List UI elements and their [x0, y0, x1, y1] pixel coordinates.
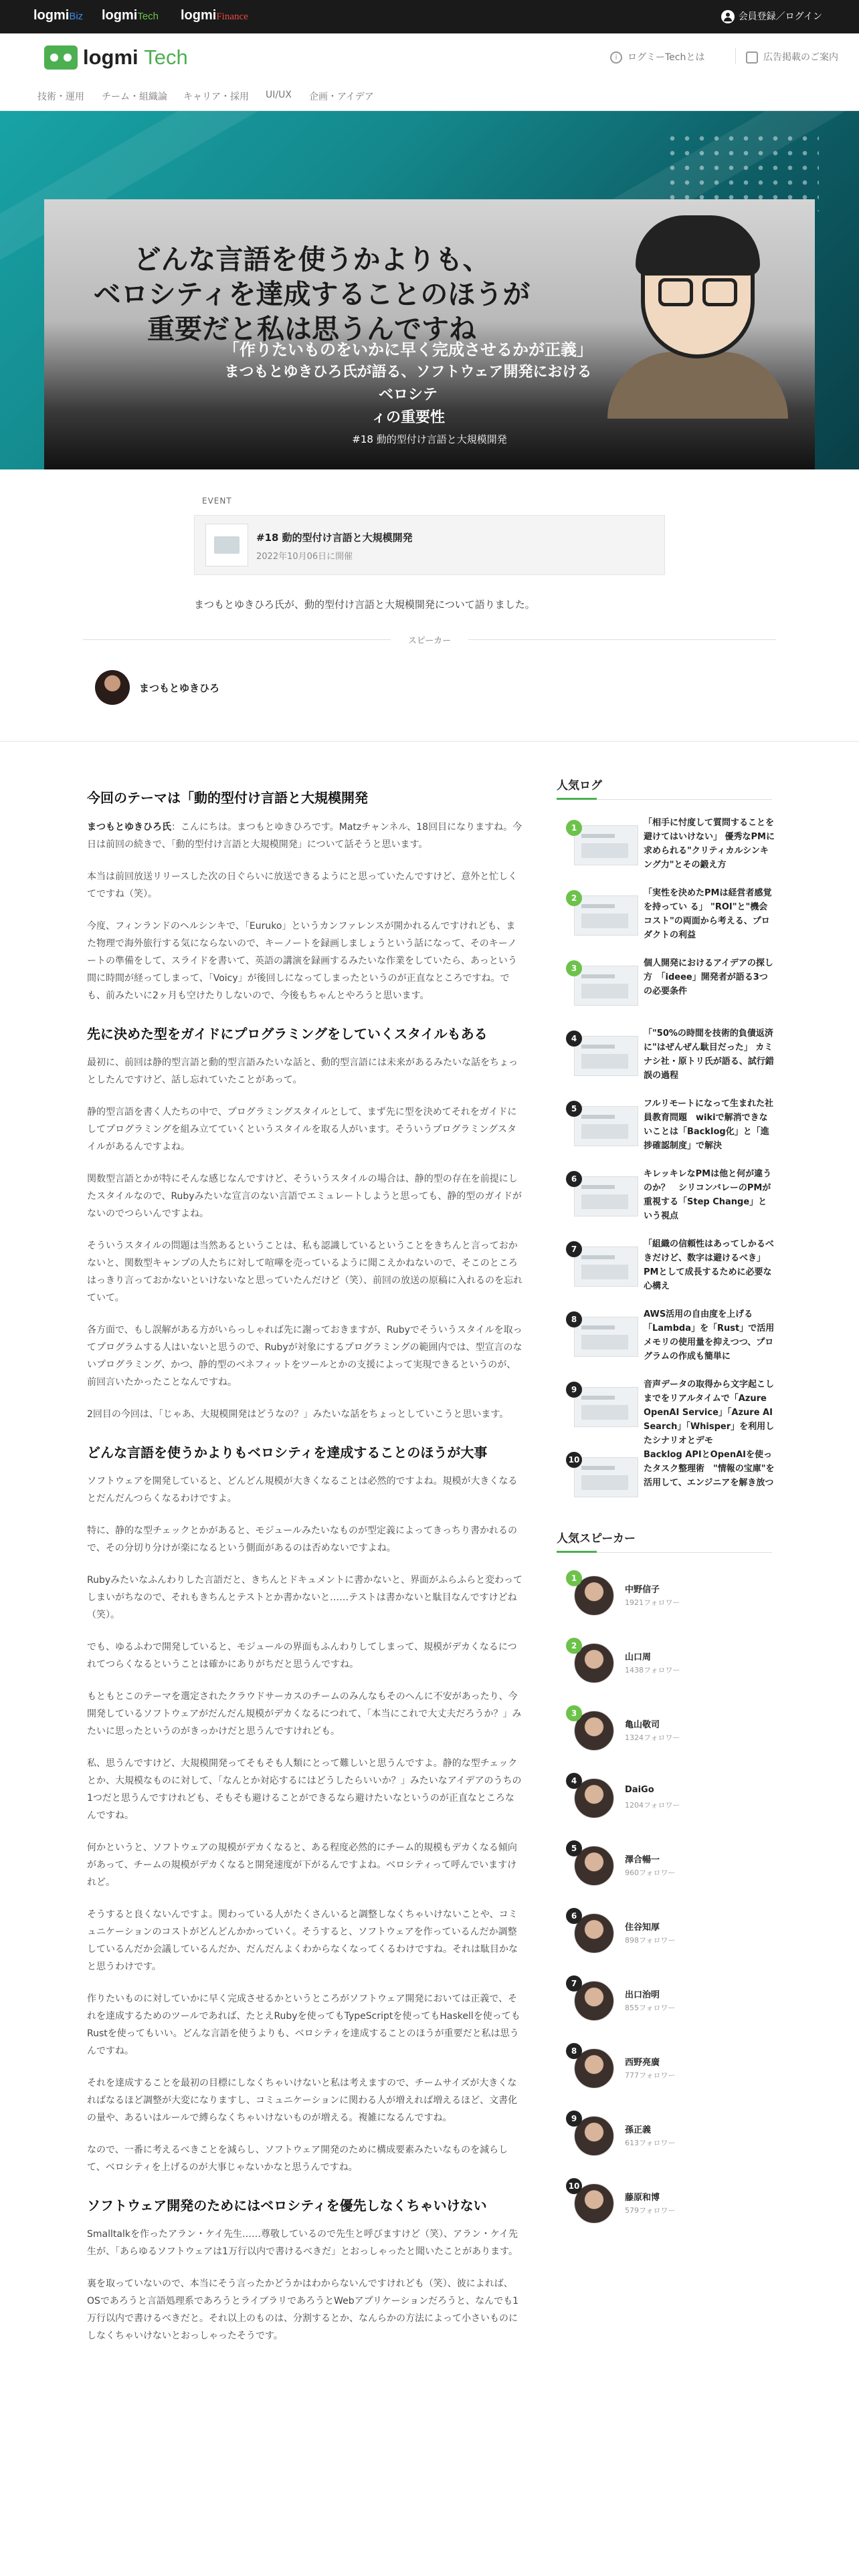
rank-number: 6: [566, 1908, 582, 1924]
article-title: 「作りたいものをいかに早く完成させるかが正義」 まつもとゆきひろ氏が語る、ソフトウェア開発におけるベロシテ ィの重要性: [223, 340, 593, 426]
site-header: logmi Tech i ログミーTechとは 広告掲載のご案内: [0, 33, 859, 80]
paragraph: 私、思うんですけど、大規模開発ってそもそも人類にとって難しいと思うんですよ。静的な型チェックとか、大規模なものに対して、「なんとか対応するにはどうしたらいいか？」みたいなアイデアのうちの1つだと思うんですけれども、そもそも避けることができるなら避けたいなというのが正直なところなんですね。: [87, 1758, 522, 1821]
speakers-title: 人気スピーカー: [557, 1529, 772, 1553]
nav-item-tech-ops[interactable]: 技術・運用: [37, 92, 84, 102]
member-login-link[interactable]: 会員登録／ログイン: [721, 9, 822, 23]
nav-item-career[interactable]: キャリア・採用: [183, 92, 249, 102]
ranking-item-title: AWS活用の自由度を上げる「Lambda」を「Rust」で活用 メモリの使用量を抑えつつ、プログラムの作成も簡単に: [644, 1309, 775, 1362]
event-card[interactable]: [194, 515, 665, 575]
about-link[interactable]: i ログミーTechとは: [610, 50, 704, 64]
brand-link-biz[interactable]: logmiBiz: [33, 8, 84, 23]
speaker-rank-name: 中野信子: [625, 1585, 660, 1595]
rank-number: 4: [566, 1031, 582, 1047]
ranking-item[interactable]: [557, 1010, 772, 1081]
ranking-item[interactable]: [557, 1151, 772, 1221]
ranking-item[interactable]: [557, 870, 772, 940]
paragraph: 2回目の今回は、「じゃあ、大規模開発はどうなの？」みたいな話をちょっとしていこうと思います。: [87, 1409, 509, 1420]
paragraph: 特に、静的な型チェックとかがあると、モジュールみたいなものが型定義によってきっちり書かれるので、その分切り分けが楽になるという側面があるのは否めないですよね。: [87, 1525, 518, 1553]
follower-count: 898フォロワー: [625, 1936, 676, 1945]
speaker-ranking-item[interactable]: [557, 1620, 772, 1688]
follower-count: 1204フォロワー: [625, 1801, 680, 1810]
rank-number: 3: [566, 1705, 582, 1721]
speaker-rank-name: 亀山敬司: [625, 1720, 660, 1730]
speaker-rank-name: 孫正義: [625, 2125, 652, 2135]
paragraph: でも、ゆるふわで開発していると、モジュールの界面もふんわりしてしまって、規模がデカくなるにつれてつらくなるということは確かにありがちだと思うんですね。: [87, 1642, 517, 1670]
section-divider: [0, 741, 859, 742]
speaker-rank-name: 出口治明: [625, 1990, 660, 2000]
paragraph: もともとこのテーマを選定されたクラウドサーカスのチームのみんなもそのへんに不安があったり、今開発しているソフトウェアがだんだん規模がデカくなるにつれて、「本当にこれで大丈夫だろうか？」みたいに思ったというのがきっかけだと思うんですけれども。: [87, 1691, 522, 1737]
rank-number: 5: [566, 1101, 582, 1117]
speaker-illustration: [607, 205, 788, 405]
article-thumbnail: [574, 1036, 638, 1076]
paragraph: そうすると良くないんですよ。関わっている人がたくさんいると調整しなくちゃいけないことや、コミュニケーションのコストがどんどんかかっていく。そうすると、ソフトウェアを作っているんだか調整しているんだか会議しているんだか、だんだんよくわからなくなってくるわけですね。それは駄目かなと思うわけです。: [87, 1909, 518, 1972]
rank-number: 9: [566, 1382, 582, 1398]
ranking-item[interactable]: [557, 1291, 775, 1362]
follower-count: 579フォロワー: [625, 2206, 676, 2215]
rank-number: 2: [566, 890, 582, 906]
event-thumbnail: [205, 524, 248, 566]
brand-link-tech[interactable]: logmiTech: [102, 8, 159, 23]
paragraph: Smalltalkを作ったアラン・ケイ先生……尊敬しているので先生と呼びますけど（笑）、アラン・ケイ先生が、「あらゆるソフトウェアは1万行以内で書けるべきだ」とおっしゃったと聞いたことがあります。: [87, 2229, 518, 2257]
ranking-item[interactable]: [557, 1362, 775, 1446]
hero-event-name: #18 動的型付け言語と大規模開発: [352, 433, 507, 445]
speaker-ranking-item[interactable]: [557, 1823, 772, 1891]
follower-count: 1438フォロワー: [625, 1666, 680, 1675]
article-thumbnail: [574, 1247, 638, 1287]
rank-number: 10: [566, 2178, 582, 2194]
logo-mark-icon: [44, 45, 78, 70]
paragraph: それを達成することを最初の目標にしなくちゃいけないと私は考えますので、チームサイズが大きくなればなるほど調整が大変になりますし、コミュニケーションに関わる人が増えれば増えるほど、文書化の量や、あるいはルールで縛らなくちゃいけないものが増える。複雑になるんですね。: [87, 2078, 518, 2123]
ranking-item-title: 音声データの取得から文字起こしまでをリアルタイムで「Azure OpenAI Service」「Azure AI Search」「Whisper」を利用したシナリオとデモ: [644, 1380, 775, 1446]
paragraph: 今度、フィンランドのヘルシンキで、「Euruko」というカンファレンスが開かれるんですけれども、また物理で海外旅行する気にならないので、キーノートを録画しましょうという話になって、そのキーノートの準備をして、スライドを書いて、英語の講演を録画するみたいな作業をしていたら、あっという間に時間が経ってしまって、「Voicy」が後回しになってしまったというのが正直なところですね。でも、前みたいに2ヶ月も空けたりしないので、今後もちゃんとやろうと思います。: [87, 921, 517, 1001]
paragraph: そういうスタイルの問題は当然あるということは、私も認識しているということをきちんと言っておかないと、関数型キャンプの人たちに対して喧嘩を売っているように聞こえかねないので、そこのところはっきり言っておかないといけないなと思っていたんだけど（笑）、前回の放送の原稿に入れるのを忘れていて。: [87, 1241, 522, 1303]
rank-number: 10: [566, 1452, 582, 1468]
avatar: [95, 670, 130, 705]
section-heading: 先に決めた型をガイドにプログラミングをしていくスタイルもある: [87, 1026, 488, 1042]
rank-number: 9: [566, 2111, 582, 2127]
speaker-rank-name: 澤合暢一: [625, 1855, 660, 1865]
rank-number: 5: [566, 1840, 582, 1856]
ranking-item-title: Backlog APIとOpenAIを使ったタスク整理術 "情報の宝庫"を活用して、エンジニアを解き放つ: [644, 1450, 775, 1488]
ranking-title: 人気ログ: [557, 776, 772, 800]
global-topbar: [0, 0, 859, 33]
speaker-ranking-item[interactable]: [557, 2093, 772, 2161]
header-divider: [735, 48, 736, 64]
speaker-rank-name: DaiGo: [625, 1785, 654, 1795]
paragraph: 各方面で、もし誤解がある方がいらっしゃれば先に謝っておきますが、Rubyでそういうスタイルを取ってプログラムする人はいないと思うので、Rubyが対象にするプログラミングの範囲内では、型宣言のないプログラミング、かつ、静的型のベネフィットをツールとかの支援によって実現できるというのが、前回言いたかったことなんですね。: [87, 1325, 522, 1388]
paragraph: なので、一番に考えるべきことを減らし、ソフトウェア開発のために構成要素みたいなものを減らして、ベロシティを上げるのが大事じゃないかなと思うんですね。: [87, 2145, 508, 2173]
rank-number: 4: [566, 1773, 582, 1789]
nav-item-planning[interactable]: 企画・アイデア: [309, 92, 374, 102]
ranking-item-title: 「相手に忖度して質問することを避けてはいけない」 優秀なPMに求められる"クリティカルシンキング力"とその鍛え方: [644, 818, 775, 870]
paragraph: 関数型言語とかが特にそんな感じなんですけど、そういうスタイルの場合は、静的型の存在を前提にしたスタイルなので、Rubyみたいな宣言のない言語でエミュレートしようと思っても、静的型のガイドがないのでつらいんですよね。: [87, 1174, 522, 1219]
article-thumbnail: [574, 825, 638, 865]
ads-link[interactable]: 広告掲載のご案内: [746, 50, 838, 64]
follower-count: 855フォロワー: [625, 2004, 676, 2012]
document-icon: [746, 51, 758, 64]
ranking-item-title: フルリモートになって生まれた社員教育問題 wikiで解消できないことは「Backlog化」と「進捗確認制度」で解決: [644, 1099, 773, 1151]
ranking-item[interactable]: [557, 940, 772, 1010]
follower-count: 1324フォロワー: [625, 1733, 680, 1742]
paragraph: 何かというと、ソフトウェアの規模がデカくなると、ある程度必然的にチーム的規模もデカくなる傾向があって、チームの規模がデカくなると開発速度が下がるんですよね。ベロシティって呼んでいますけれど。: [87, 1842, 517, 1888]
ranking-item[interactable]: [557, 1221, 772, 1291]
ranking-item[interactable]: [557, 800, 775, 870]
speaker-rank-name: 藤原和博: [625, 2193, 660, 2203]
follower-count: 613フォロワー: [625, 2139, 676, 2147]
rank-number: 6: [566, 1171, 582, 1187]
paragraph: まつもとゆきひろ氏：こんにちは。まつもとゆきひろです。Matzチャンネル、18回目になりますね。今日は前回の続きで、「動的型付け言語と大規模開発」について話そうと思います。: [87, 822, 522, 850]
speaker-name: まつもとゆきひろ: [139, 682, 220, 694]
follower-count: 777フォロワー: [625, 2071, 676, 2080]
speaker-ranking-item[interactable]: [557, 1755, 772, 1823]
paragraph: ソフトウェアを開発していると、どんどん規模が大きくなることは必然的ですよね。規模が大きくなるとだんだんつらくなるわけですよ。: [87, 1476, 518, 1504]
ranking-item[interactable]: [557, 1432, 775, 1502]
rank-number: 1: [566, 1570, 582, 1586]
speaker-ranking-item[interactable]: [557, 2026, 772, 2093]
article-thumbnail: [574, 1106, 638, 1146]
ranking-item[interactable]: [557, 1081, 772, 1151]
nav-item-team[interactable]: チーム・組織論: [102, 92, 167, 102]
speaker-ranking-item[interactable]: [557, 2161, 772, 2228]
article-thumbnail: [574, 1176, 638, 1216]
user-icon: [721, 10, 735, 23]
paragraph: 静的型言語を書く人たちの中で、プログラミングスタイルとして、まず先に型を決めてそれをガイドにしてプログラミングを組み立てていくというスタイルを取る人がいます。そういうプログラミングスタイルがあるんですよね。: [87, 1107, 517, 1152]
ranking-list: [557, 800, 775, 1502]
section-heading: どんな言語を使うかよりもベロシティを達成することのほうが大事: [87, 1444, 488, 1461]
nav-item-uiux[interactable]: UI/UX: [266, 90, 292, 100]
rank-number: 3: [566, 960, 582, 976]
speaker-ranking-item[interactable]: [557, 1958, 772, 2026]
follower-count: 1921フォロワー: [625, 1598, 680, 1607]
brand-link-finance[interactable]: logmiFinance: [181, 8, 248, 23]
paragraph: 本当は前回放送リリースした次の日ぐらいに放送できるようにと思っていたんですけど、意外と忙しくてですね（笑）。: [87, 871, 518, 899]
paragraph: Rubyみたいなふんわりした言語だと、きちんとドキュメントに書かないと、界面がふらふらと変わってしまいがちなので、それもきちんとテストとか書かないと……テストは書かないと駄目なんですけどね（笑）。: [87, 1575, 523, 1620]
sidebar: [557, 776, 775, 2228]
section-heading: ソフトウェア開発のためにはベロシティを優先しなくちゃいけない: [87, 2197, 487, 2214]
ranking-item-title: 「実性を決めたPMは経営者感覚を持ってい る」 "ROI"と"機会コスト"の両面から考える、プロダクトの利益: [644, 888, 772, 940]
rank-number: 7: [566, 1241, 582, 1257]
section-heading: 今回のテーマは「動的型付け言語と大規模開発: [87, 790, 368, 806]
hero-image-title: どんな言語を使うかよりも、 ベロシティを達成することのほうが 重要だと私は思うんですね: [93, 243, 531, 345]
article-body: [87, 788, 523, 2359]
speaker-ranking-item[interactable]: [557, 1891, 772, 1958]
ranking-item-title: 個人開発におけるアイデアの探し方 「ideee」開発者が語る3つの必要条件: [644, 958, 773, 996]
event-section: [194, 496, 665, 575]
article-thumbnail: [574, 1317, 638, 1357]
follower-count: 960フォロワー: [625, 1868, 676, 1877]
article-thumbnail: [574, 895, 638, 936]
speaker-ranking-item[interactable]: [557, 1688, 772, 1755]
rank-number: 7: [566, 1975, 582, 1992]
event-date: 2022年10月06日に開催: [256, 552, 353, 562]
paragraph: 裏を取っていないので、本当にそう言ったかどうかはわからないんですけれども（笑）、彼によれば、OSであろうと言語処理系であろうとライブラリであろうとWebアプリケーションだろうと、なんでも1万行以内で書けるべきだと。それ以上のものは、分割するとか、なんらかの方法によって小さいものにしなくちゃいけないとおっしゃったそうです。: [87, 2278, 519, 2341]
paragraph: 作りたいものに対していかに早く完成させるかというところがソフトウェア開発においては正義で、それを達成するためのツールであれば、たとえRubyを使ってもTypeScriptを使ってもHaskellを使ってもRustを使ってもいい。どんな言語を使うよりも、ベロシティを達成することのほうが重要だと私は思うんですね。: [87, 1994, 520, 2056]
event-title: #18 動的型付け言語と大規模開発: [256, 532, 413, 544]
rank-number: 1: [566, 820, 582, 836]
article-thumbnail: [574, 1457, 638, 1497]
article-lead: まつもとゆきひろ氏が、動的型付け言語と大規模開発について語りました。: [194, 599, 535, 611]
speaker-rank-name: 山口周: [625, 1652, 652, 1662]
ranking-item-title: キレッキレなPMは他と何が違うのか？ シリコンバレーのPMが重視する「Step Change」という視点: [644, 1169, 772, 1221]
speaker-ranking-list: [557, 1553, 772, 2228]
paragraph: 最初に、前回は静的型言語と動的型言語みたいな話と、動的型言語には未来があるみたいな話をちょっとしたんですけど、話し忘れていたことがあって。: [87, 1057, 518, 1085]
info-icon: i: [610, 51, 622, 64]
speaker-rank-name: 住谷知厚: [625, 1923, 660, 1933]
ranking-item-title: 「組織の信頼性はあってしかるべきだけど、数字は避けるべき」 PMとして成長するために必要な心構え: [644, 1239, 774, 1291]
article-thumbnail: [574, 1387, 638, 1427]
event-label: EVENT: [202, 496, 232, 506]
rank-number: 2: [566, 1638, 582, 1654]
ranking-item-title: 「"50%の時間を技術的負債返済に"はぜんぜん駄目だった」 カミナシ社・原トリ氏が語る、試行錯誤の過程: [644, 1029, 774, 1081]
rank-number: 8: [566, 1311, 582, 1327]
speaker-heading: スピーカー: [83, 633, 776, 646]
article-hero: [0, 111, 859, 469]
category-nav: [0, 80, 859, 111]
rank-number: 8: [566, 2043, 582, 2059]
speaker-ranking-item[interactable]: [557, 1553, 772, 1620]
speaker-rank-name: 西野亮廣: [625, 2058, 660, 2068]
article-thumbnail: [574, 966, 638, 1006]
